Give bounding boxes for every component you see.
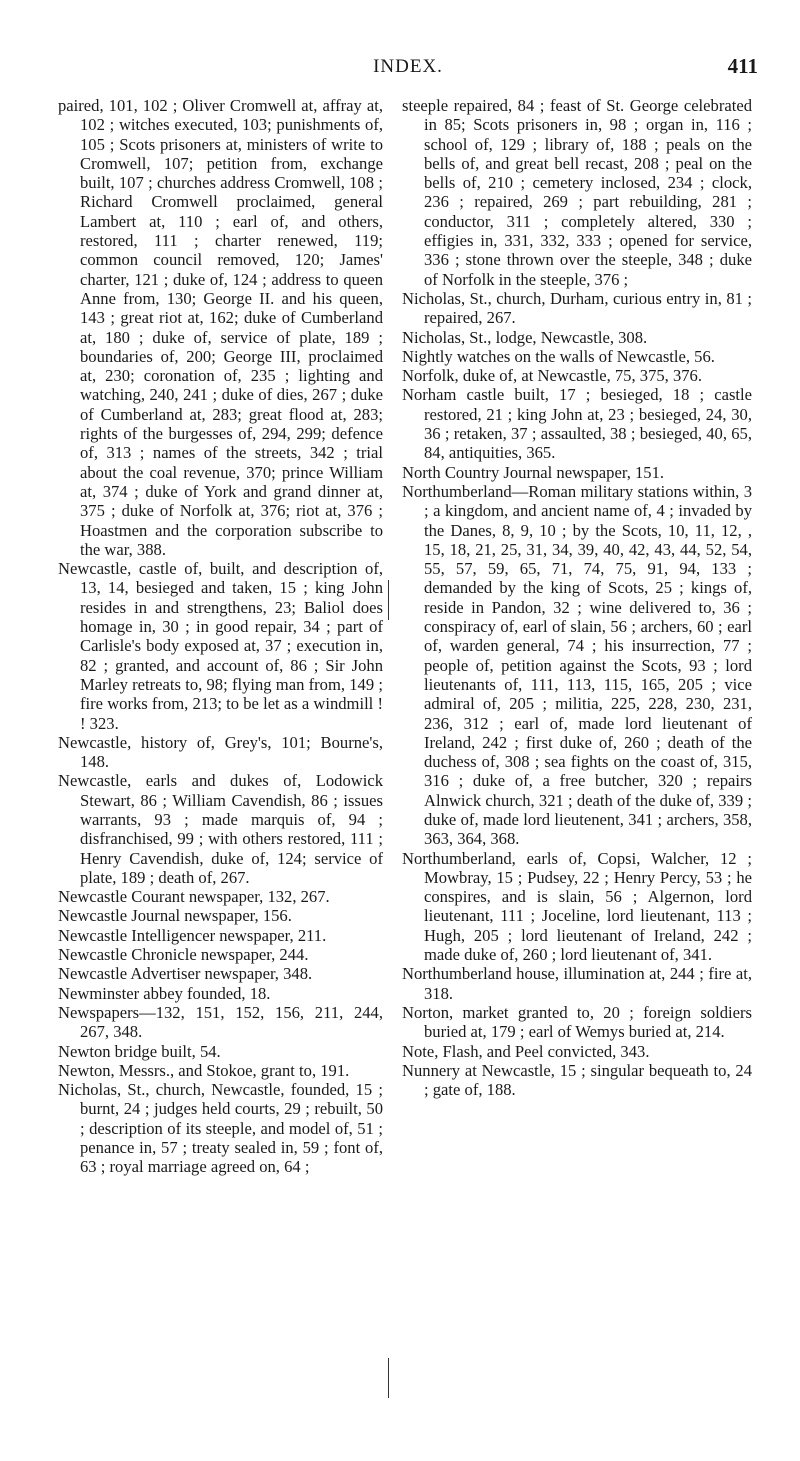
- index-entry: Newcastle Intelligencer newspaper, 211.: [58, 925, 327, 945]
- index-entry: Newcastle Advertiser newspaper, 348.: [58, 964, 313, 984]
- index-entry: Newton bridge built, 54.: [58, 1041, 221, 1061]
- index-entry: Newcastle, history of, Grey's, 101; Bourne's, 148.: [58, 732, 383, 772]
- index-entry: Note, Flash, and Peel convicted, 343.: [402, 1041, 650, 1061]
- index-entry: Norfolk, duke of, at Newcastle, 75, 375, 376.: [402, 366, 703, 386]
- running-head: INDEX.: [373, 56, 443, 77]
- index-entry: Newcastle, castle of, built, and description of, 13, 14, besieged and taken, 15 ; king John resides in and strengthens, 23; Baliol does homage in, 30 ; in good repair, 34 ; part of Carlisle's body exposed at, 37 ; execution in, 82 ; granted, and account of, 86 ; Sir John Marley retreats to, 98; flying man from, 149 ; fire works from, 213; to be let as a windmill ! ! 323.: [58, 559, 383, 733]
- index-entry: Newspapers—132, 151, 152, 156, 211, 244, 267, 348.: [58, 1002, 383, 1042]
- page-number: 411: [727, 54, 758, 78]
- index-entry: Newminster abbey founded, 18.: [58, 983, 271, 1003]
- index-entry: Northumberland house, illumination at, 244 ; fire at, 318.: [402, 964, 752, 1003]
- index-entry: Nunnery at Newcastle, 15 ; singular bequeath to, 24 ; gate of, 188.: [402, 1060, 752, 1100]
- index-column-right: [402, 96, 752, 1099]
- index-entry: North Country Journal newspaper, 151.: [402, 462, 665, 482]
- index-entry: steeple repaired, 84 ; feast of St. George celebrated in 85; Scots prisoners in, 98 ; organ in, 116 ; school of, 129 ; library of, 188 ; peals on the bells of, and great bell recast, 208 ; peal on the bells of, 210 ; cemetery inclosed, 234 ; clock, 236 ; repaired, 269 ; part rebuilding, 281 ; conductor, 311 ; completely altered, 330 ; effigies in, 331, 332, 333 ; opened for service, 336 ; stone thrown over the steeple, 348 ; duke of Norfolk in the steeple, 376 ;: [402, 96, 752, 289]
- index-entry: Newcastle Chronicle newspaper, 244.: [58, 945, 309, 965]
- column-rule: [388, 580, 389, 620]
- index-entry: Nicholas, St., church, Newcastle, founded, 15 ; burnt, 24 ; judges held courts, 29 ; rebuilt, 50 ; description of its steeple, and model of, 51 ; penance in, 57 ; treaty sealed in, 59 ; font of, 63 ; royal marriage agreed on, 64 ;: [58, 1080, 383, 1177]
- index-entry: paired, 101, 102 ; Oliver Cromwell at, affray at, 102 ; witches executed, 103; punishments of, 105 ; Scots prisoners at, ministers of write to Cromwell, 107; petition from, exchange built, 107 ; churches address Cromwell, 108 ; Richard Cromwell proclaimed, general Lambert at, 110 ; earl of, and others, restored, 111 ; charter renewed, 119; common council removed, 120; James' charter, 121 ; duke of, 124 ; address to queen Anne from, 130; George II. and his queen, 143 ; great riot at, 162; duke of Cumberland at, 180 ; duke of, service of plate, 189 ; boundaries of, 200; George III, proclaimed at, 230; coronation of, 235 ; lighting and watching, 240, 241 ; duke of dies, 267 ; duke of Cumberland at, 283; great flood at, 283; rights of the burgesses of, 294, 299; defence of, 313 ; names of the streets, 342 ; trial about the coal revenue, 370; prince William at, 374 ; duke of York and grand dinner at, 375 ; duke of Norfolk at, 376; riot at, 376 ; Hoastmen and the corporation subscribe to the war, 388.: [58, 96, 383, 559]
- index-entry: Nicholas, St., church, Durham, curious entry in, 81 ; repaired, 267.: [402, 288, 752, 328]
- index-entry: Newcastle Journal newspaper, 156.: [58, 906, 292, 926]
- index-entry: Newton, Messrs., and Stokoe, grant to, 191.: [58, 1060, 350, 1080]
- index-entry: Nightly watches on the walls of Newcastle, 56.: [402, 346, 715, 366]
- index-entry: Newcastle, earls and dukes of, Lodowick Stewart, 86 ; William Cavendish, 86 ; issues warrants, 93 ; made marquis of, 94 ; disfranchised, 99 ; with others restored, 111 ; Henry Cavendish, duke of, 124; service of plate, 189 ; death of, 267.: [58, 771, 383, 887]
- index-entry: Newcastle Courant newspaper, 132, 267.: [58, 887, 330, 907]
- index-entry: Norham castle built, 17 ; besieged, 18 ; castle restored, 21 ; king John at, 23 ; besieged, 24, 30, 36 ; retaken, 37 ; assaulted, 38 ; besieged, 40, 65, 84, antiquities, 365.: [402, 385, 752, 463]
- column-rule: [388, 1358, 389, 1398]
- index-entry: Nicholas, St., lodge, Newcastle, 308.: [402, 327, 648, 347]
- page-header: [58, 48, 758, 88]
- index-column-left: [58, 96, 383, 1177]
- index-entry: Northumberland—Roman military stations within, 3 ; a kingdom, and ancient name of, 4 ; invaded by the Danes, 8, 9, 10 ; by the Scots, 10, 11, 12, , 15, 18, 21, 25, 31, 34, 39, 40, 42, 43, 44, 52, 54, 55, 57, 59, 65, 71, 74, 75, 91, 94, 133 ; demanded by the king of Scots, 25 ; kings of, reside in Pandon, 32 ; wine delivered to, 36 ; conspiracy of, earl of slain, 56 ; archers, 60 ; earl of, warden general, 74 ; his insurrection, 77 ; people of, petition against the Scots, 93 ; lord lieutenants of, 111, 113, 115, 165, 205 ; vice admiral of, 205 ; militia, 225, 228, 230, 231, 236, 312 ; earl of, made lord lieutenant of Ireland, 242 ; first duke of, 260 ; death of the duchess of, 308 ; sea fights on the coast of, 315, 316 ; duke of, a free butcher, 320 ; repairs Alnwick church, 321 ; death of the duke of, 339 ; duke of, made lord lieutenent, 341 ; archers, 358, 363, 364, 368.: [402, 481, 752, 849]
- index-entry: Northumberland, earls of, Copsi, Walcher, 12 ; Mowbray, 15 ; Pudsey, 22 ; Henry Percy, 53 ; he conspires, and is slain, 56 ; Algernon, lord lieutenant, 111 ; Joceline, lord lieutenant, 113 ; Hugh, 205 ; lord lieutenant of Ireland, 242 ; made duke of, 260 ; lord lieutenant of, 341.: [402, 848, 752, 965]
- index-entry: Norton, market granted to, 20 ; foreign soldiers buried at, 179 ; earl of Wemys buried at, 214.: [402, 1002, 752, 1042]
